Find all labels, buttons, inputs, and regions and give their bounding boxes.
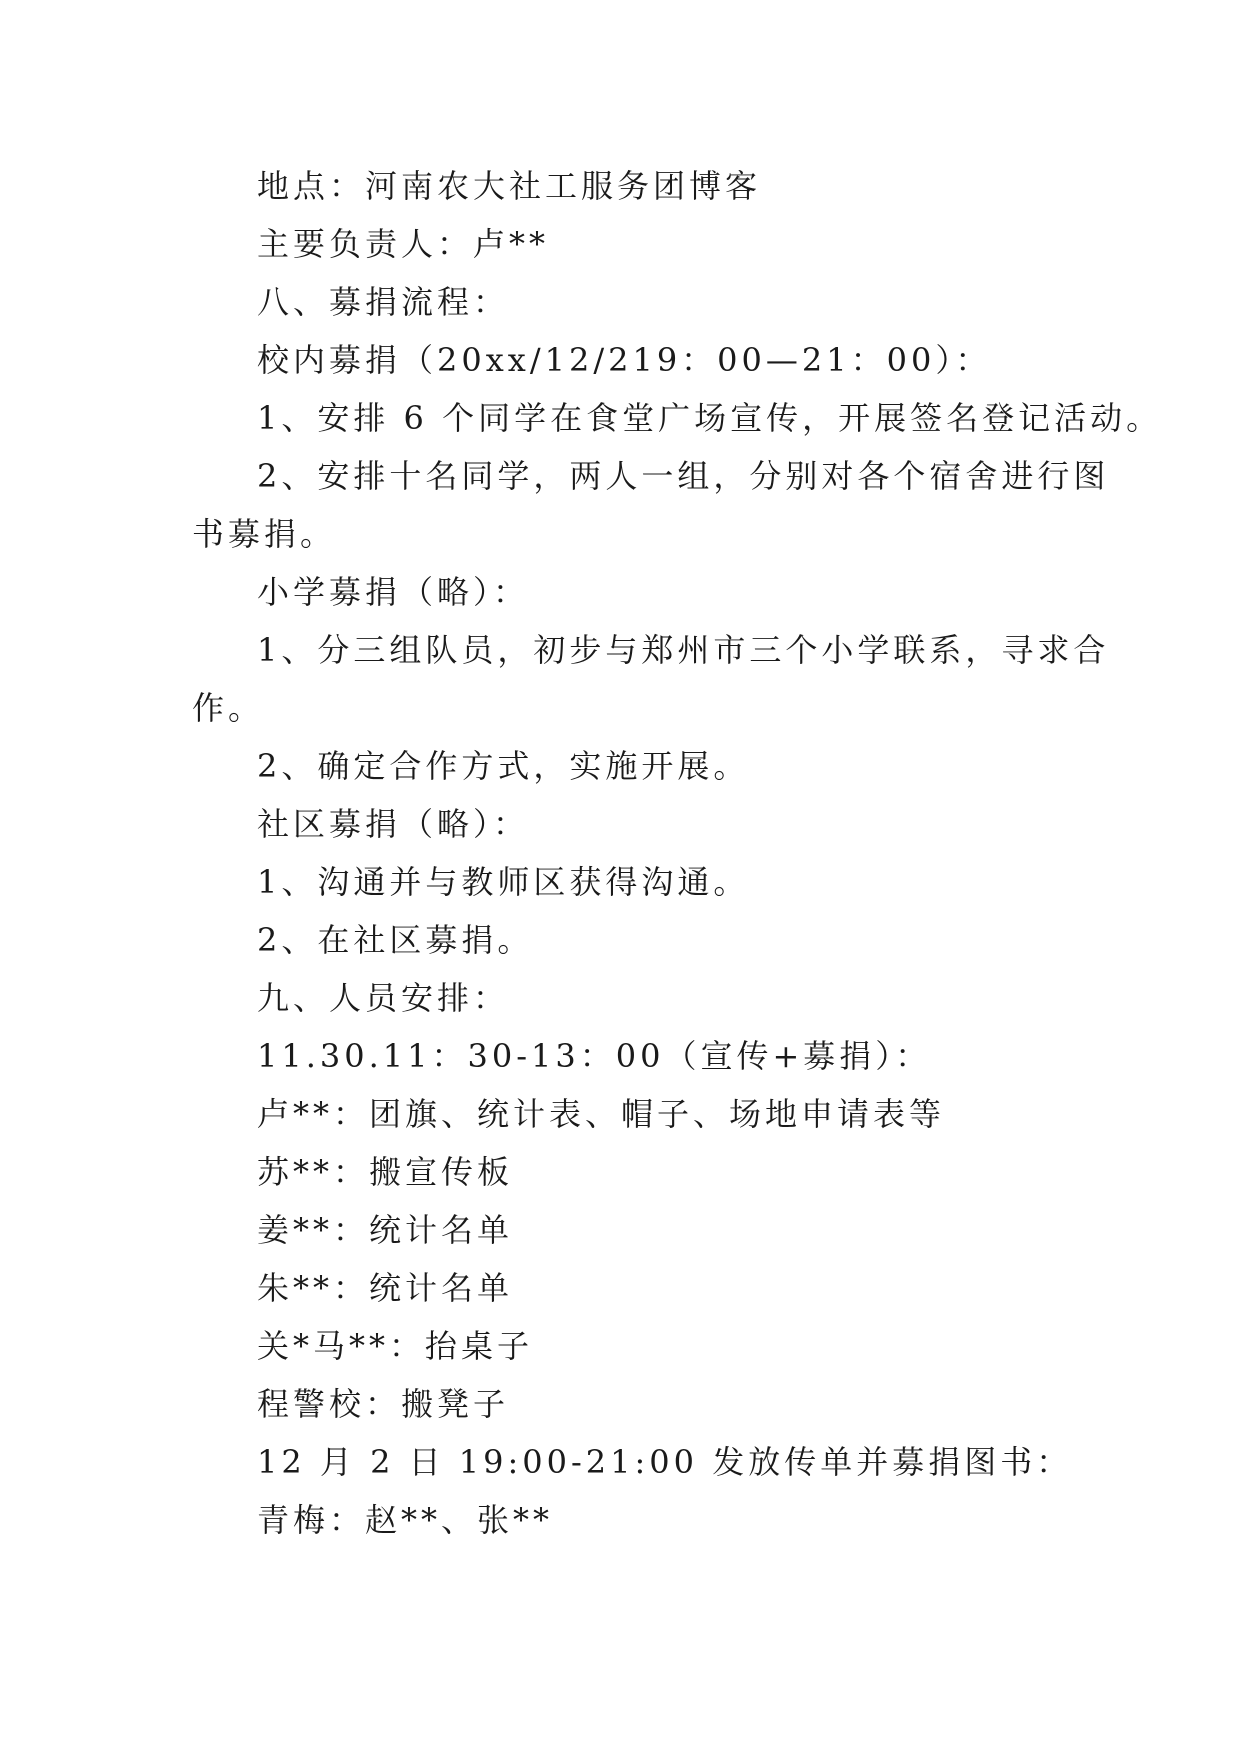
staff-item: 关*马**：抬桌子 bbox=[257, 1327, 534, 1365]
list-item: 1、分三组队员，初步与郑州市三个小学联系，寻求合 bbox=[257, 631, 1110, 669]
list-item: 1、安排 6 个同学在食堂广场宣传，开展签名登记活动。 bbox=[257, 399, 1163, 437]
paragraph-campus-donation: 校内募捐（20xx/12/219：00—21：00）： bbox=[257, 341, 992, 379]
paragraph-schedule: 11.30.11：30-13：00（宣传+募捐）： bbox=[257, 1037, 932, 1075]
list-item: 2、确定合作方式，实施开展。 bbox=[257, 747, 750, 785]
paragraph-location: 地点：河南农大社工服务团博客 bbox=[257, 167, 762, 205]
list-item-continuation: 作。 bbox=[192, 689, 265, 727]
list-item: 2、在社区募捐。 bbox=[257, 921, 534, 959]
staff-item: 程警校：搬凳子 bbox=[257, 1385, 510, 1423]
list-item-continuation: 书募捐。 bbox=[192, 515, 337, 553]
paragraph-school-donation: 小学募捐（略）： bbox=[257, 573, 530, 611]
staff-item: 苏**：搬宣传板 bbox=[257, 1153, 514, 1191]
staff-item: 朱**：统计名单 bbox=[257, 1269, 514, 1307]
list-item: 2、安排十名同学，两人一组，分别对各个宿舍进行图 bbox=[257, 457, 1110, 495]
section-heading-donation-process: 八、募捐流程： bbox=[257, 283, 510, 321]
staff-item: 姜**：统计名单 bbox=[257, 1211, 514, 1249]
paragraph-lead: 主要负责人：卢** bbox=[257, 225, 550, 263]
paragraph-community-donation: 社区募捐（略）： bbox=[257, 805, 530, 843]
list-item: 1、沟通并与教师区获得沟通。 bbox=[257, 863, 750, 901]
staff-item: 卢**：团旗、统计表、帽子、场地申请表等 bbox=[257, 1095, 946, 1133]
staff-item: 青梅：赵**、张** bbox=[257, 1501, 554, 1539]
paragraph-schedule: 12 月 2 日 19:00-21:00 发放传单并募捐图书： bbox=[257, 1443, 1073, 1481]
section-heading-staff-arrangement: 九、人员安排： bbox=[257, 979, 510, 1017]
